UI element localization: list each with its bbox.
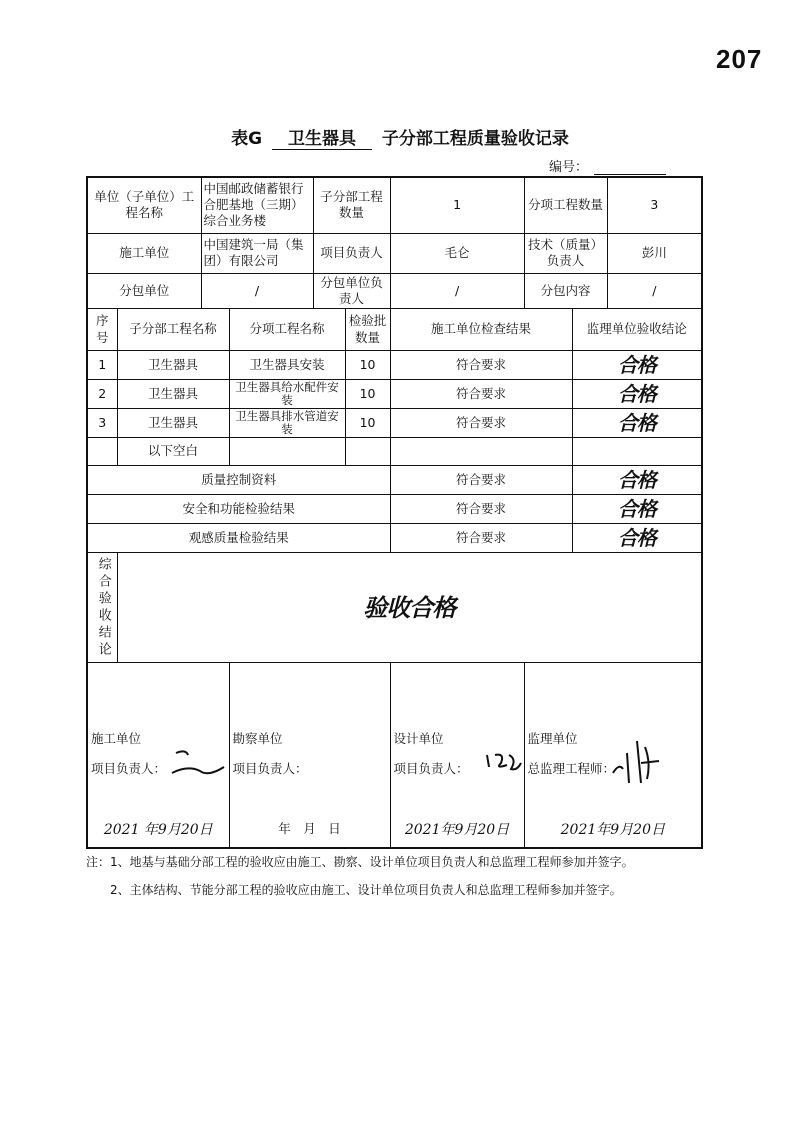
unit-name-value: 中国邮政储蓄银行合肥基地（三期）综合业务楼	[201, 177, 313, 233]
blank-row-label: 以下空白	[117, 438, 229, 466]
sig-person: 总监理工程师：	[527, 761, 616, 776]
conclusion-label: 综合验收结论	[95, 556, 111, 659]
column-header-row	[87, 309, 702, 351]
contractor-value: 中国建筑一局（集团）有限公司	[201, 233, 313, 273]
summary-row	[87, 466, 702, 495]
table-row	[87, 351, 702, 380]
conclusion-row	[87, 553, 702, 663]
footnotes	[86, 848, 634, 904]
summary-label: 安全和功能检验结果	[87, 495, 390, 524]
row-item-name: 卫生器具给水配件安装	[229, 380, 345, 409]
signature-row	[87, 663, 702, 848]
header-row-contractor	[87, 233, 702, 273]
item-count-label: 分项工程数量	[524, 177, 607, 233]
handwritten-signature	[168, 745, 228, 785]
pm-value: 毛仑	[390, 233, 524, 273]
tech-label: 技术（质量）负责人	[524, 233, 607, 273]
sig-person: 项目负责人：	[393, 761, 469, 776]
item-count-value: 3	[607, 177, 702, 233]
col-supervisor-result: 监理单位验收结论	[572, 309, 702, 351]
summary-result: 符合要求	[390, 495, 572, 524]
col-contractor-result: 施工单位检查结果	[390, 309, 572, 351]
handwritten-signature	[607, 733, 667, 789]
header-row-subcontractor	[87, 273, 702, 309]
summary-label: 质量控制资料	[87, 466, 390, 495]
row-seq: 2	[87, 380, 117, 409]
summary-result: 符合要求	[390, 466, 572, 495]
row-item-name: 卫生器具排水管道安装	[229, 409, 345, 438]
title-subject: 卫生器具	[272, 124, 372, 150]
row-sub-name: 卫生器具	[117, 380, 229, 409]
sig-unit: 施工单位	[91, 731, 142, 746]
signature-supervisor	[524, 663, 702, 848]
sig-date: 年 月 日	[278, 821, 341, 836]
row-result: 符合要求	[390, 380, 572, 409]
row-item-name: 卫生器具安装	[229, 351, 345, 380]
pm-label: 项目负责人	[313, 233, 390, 273]
unit-name-label: 单位（子单位）工程名称	[87, 177, 201, 233]
contractor-label: 施工单位	[87, 233, 201, 273]
serial-number	[549, 156, 666, 175]
row-conclusion: 合格	[572, 351, 702, 380]
row-result: 符合要求	[390, 351, 572, 380]
summary-result: 符合要求	[390, 524, 572, 553]
row-seq: 1	[87, 351, 117, 380]
sig-unit: 勘察单位	[232, 731, 283, 746]
sub-count-value: 1	[390, 177, 524, 233]
summary-conclusion: 合格	[572, 524, 702, 553]
sub-content-label: 分包内容	[524, 273, 607, 309]
form-title	[0, 124, 800, 150]
sig-date: 2021 年9月20日	[103, 822, 213, 838]
conclusion-value: 验收合格	[363, 592, 456, 622]
subcontractor-label: 分包单位	[87, 273, 201, 309]
sig-person: 项目负责人：	[232, 761, 308, 776]
row-batch: 10	[345, 380, 390, 409]
summary-label: 观感质量检验结果	[87, 524, 390, 553]
sub-pm-value: /	[390, 273, 524, 309]
summary-row	[87, 524, 702, 553]
row-result: 符合要求	[390, 409, 572, 438]
row-conclusion: 合格	[572, 380, 702, 409]
table-row	[87, 409, 702, 438]
row-sub-name: 卫生器具	[117, 409, 229, 438]
summary-conclusion: 合格	[572, 466, 702, 495]
signature-survey	[229, 663, 390, 848]
table-row	[87, 380, 702, 409]
serial-blank	[594, 162, 666, 175]
blank-row	[87, 438, 702, 466]
col-seq: 序号	[87, 309, 117, 351]
header-row-unit	[87, 177, 702, 233]
handwritten-signature	[483, 749, 523, 779]
sub-count-label: 子分部工程数量	[313, 177, 390, 233]
title-suffix: 子分部工程质量验收记录	[381, 129, 569, 149]
sub-pm-label: 分包单位负责人	[313, 273, 390, 309]
summary-row	[87, 495, 702, 524]
subcontractor-value: /	[201, 273, 313, 309]
tech-value: 彭川	[607, 233, 702, 273]
col-batch-count: 检验批数量	[345, 309, 390, 351]
sig-date: 2021年9月20日	[404, 822, 510, 838]
signature-design	[390, 663, 524, 848]
note-2: 2、主体结构、节能分部工程的验收应由施工、设计单位项目负责人和总监理工程师参加并签字。	[110, 883, 622, 897]
row-batch: 10	[345, 351, 390, 380]
note-1: 注：1、地基与基础分部工程的验收应由施工、勘察、设计单位项目负责人和总监理工程师参加并签字。	[86, 855, 634, 869]
col-sub-name: 子分部工程名称	[117, 309, 229, 351]
acceptance-form	[86, 176, 703, 849]
row-batch: 10	[345, 409, 390, 438]
row-sub-name: 卫生器具	[117, 351, 229, 380]
row-conclusion: 合格	[572, 409, 702, 438]
serial-label: 编号：	[549, 160, 589, 175]
sig-unit: 监理单位	[527, 731, 578, 746]
row-seq: 3	[87, 409, 117, 438]
sub-content-value: /	[607, 273, 702, 309]
sig-unit: 设计单位	[393, 731, 444, 746]
page-number: 207	[716, 44, 763, 74]
summary-conclusion: 合格	[572, 495, 702, 524]
signature-contractor	[87, 663, 229, 848]
col-item-name: 分项工程名称	[229, 309, 345, 351]
sig-date: 2021年9月20日	[560, 822, 665, 838]
title-prefix: 表G	[231, 129, 263, 149]
sig-person: 项目负责人：	[91, 761, 167, 776]
